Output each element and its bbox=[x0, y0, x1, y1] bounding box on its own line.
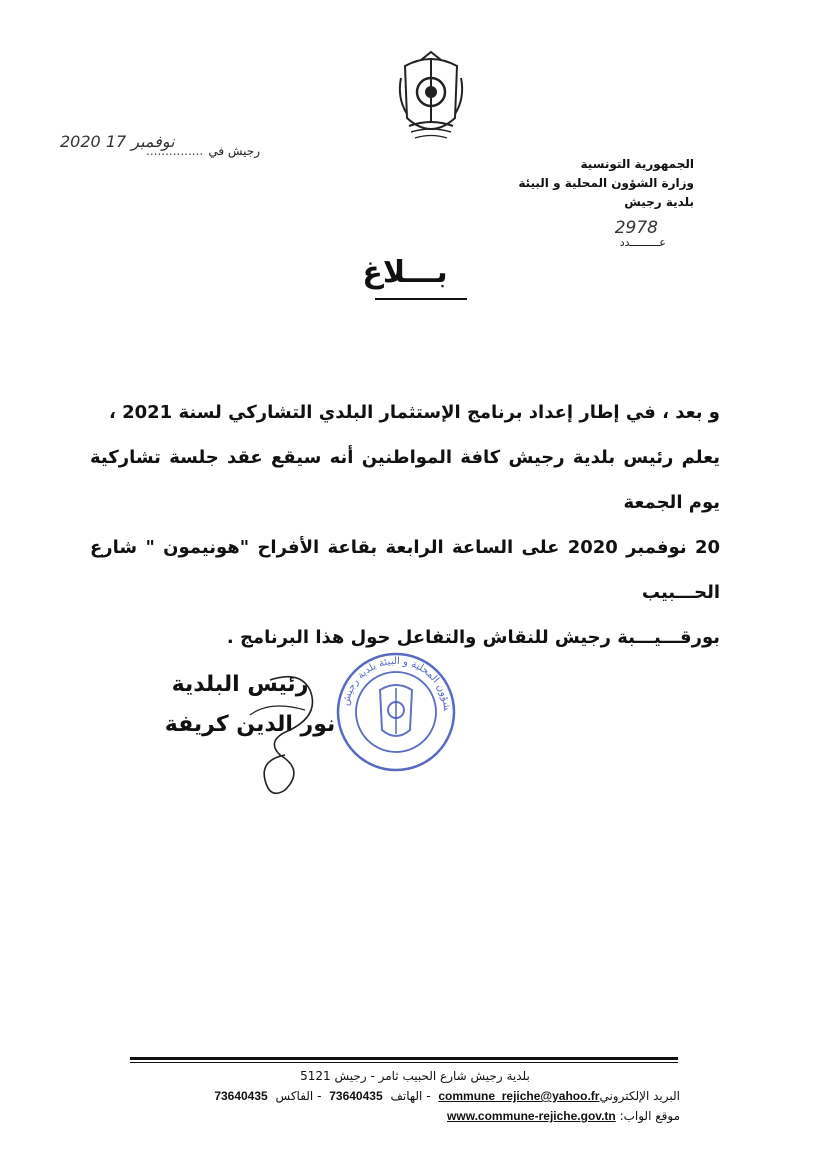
signatory-name: نور الدين كريفة bbox=[164, 712, 336, 737]
footer-phone: 73640435 bbox=[329, 1089, 383, 1103]
page-title: بـــلاغ bbox=[362, 255, 448, 290]
body-line: و بعد ، في إطار إعداد برنامج الإستثمار البلدي التشاركي لسنة 2021 ، bbox=[108, 402, 720, 423]
title-underline bbox=[375, 298, 467, 300]
reference-number-value: 2978 bbox=[614, 218, 658, 238]
footer-email-link[interactable]: commune_rejiche@yahoo.fr bbox=[438, 1089, 600, 1103]
footer-website-link[interactable]: www.commune-rejiche.gov.tn bbox=[447, 1109, 616, 1123]
ministry-line-ministry: وزارة الشؤون المحلية و البيئة bbox=[518, 176, 694, 190]
footer-email-label: البريد الإلكتروني bbox=[599, 1089, 680, 1103]
footer-divider-thin bbox=[130, 1062, 678, 1063]
footer-website-label: موقع الواب: bbox=[619, 1109, 680, 1123]
footer-divider bbox=[130, 1057, 678, 1060]
footer-fax: 73640435 bbox=[214, 1089, 268, 1103]
body-line: يعلم رئيس بلدية رجيش كافة المواطنين أنه سيقع عقد جلسة تشاركية يوم الجمعة bbox=[90, 447, 720, 513]
footer-contact-line bbox=[150, 1086, 680, 1106]
signatory-title: رئيس البلدية bbox=[171, 672, 309, 697]
ministry-header bbox=[474, 155, 694, 212]
footer-phone-label: - الهاتف bbox=[390, 1089, 431, 1103]
body-line: 20 نوفمبر 2020 على الساعة الرابعة بقاعة الأفراح "هونيمون " شارع الحـــبيب bbox=[90, 537, 720, 603]
date-label: رجيش في bbox=[208, 144, 260, 158]
footer-website-line bbox=[150, 1106, 680, 1126]
notice-body bbox=[90, 390, 720, 660]
footer-address: بلدية رجيش شارع الحبيب ثامر - رجيش 5121 bbox=[300, 1069, 530, 1083]
reference-number bbox=[576, 218, 666, 252]
body-line: بورقـــيـــبة رجيش للنقاش والتفاعل حول هذا البرنامج . bbox=[226, 627, 720, 648]
footer bbox=[150, 1066, 680, 1126]
date-dots: ............... bbox=[146, 144, 204, 158]
stamp-text: شؤون المحلية و البيئة بلدية رجيش bbox=[340, 655, 453, 712]
reference-number-label: عـــــــــدد bbox=[619, 236, 666, 249]
footer-fax-label: - الفاكس bbox=[275, 1089, 322, 1103]
municipal-stamp-icon bbox=[334, 650, 459, 775]
ministry-line-municipality: بلدية رجيش bbox=[624, 195, 694, 209]
date-handwritten: 2020 ﻧﻮﻓﻤﺒﺮ 17 bbox=[60, 132, 175, 151]
tunisia-emblem-icon bbox=[395, 48, 467, 144]
ministry-line-republic: الجمهورية التونسية bbox=[580, 157, 694, 171]
handwritten-signature-icon bbox=[210, 660, 340, 800]
date-line bbox=[60, 132, 260, 170]
